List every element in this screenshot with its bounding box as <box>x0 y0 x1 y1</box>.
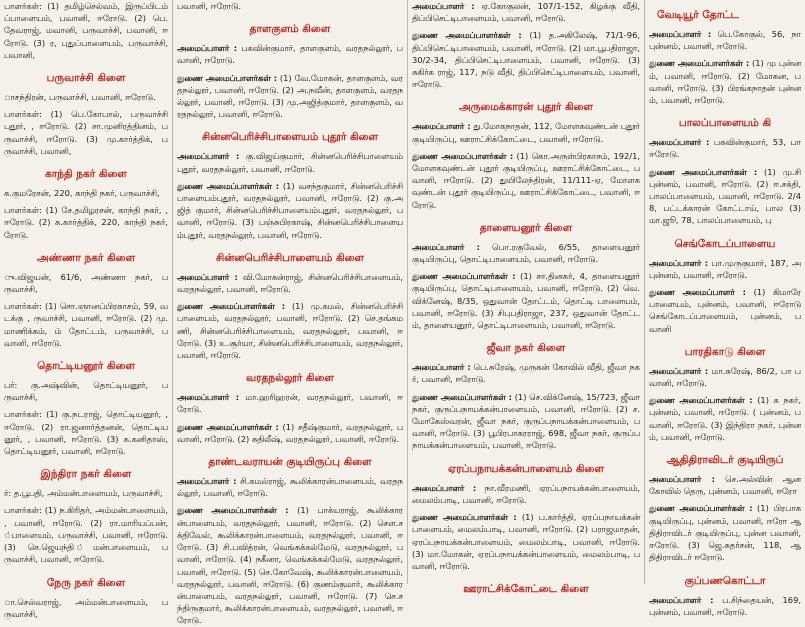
listing-paragraph <box>4 108 168 157</box>
role-label: அமைப்பாளர் : <box>177 392 240 403</box>
listing-paragraph <box>649 136 801 160</box>
branch-heading: பாலப்பாளையம் கி <box>678 117 772 130</box>
listing-paragraph <box>649 257 801 281</box>
role-label: அமைப்பாளர் : <box>177 151 240 162</box>
listing-text: சி.கமல்ராஜ், கூலிக்காரன்பாளையம், வரதநல்லூர், பவானி, ஈரோடு. <box>177 476 403 499</box>
branch-heading: தாண்டவராயன் குடியிருப்பு கிளை <box>208 456 372 469</box>
listing-paragraph <box>4 504 168 565</box>
role-label: துணை அமைப்பாளர்கள் : <box>177 72 278 83</box>
branch-heading: ஊராட்சிக்கோட்டை கிளை <box>463 583 589 596</box>
role-label: துணை அமைப்பாளர்கள் : <box>649 166 758 177</box>
listing-text: பாளர்கள்: (1) சொ.ஞானப்பிரகாசம், 59, வடக்கு , ருவாச்சி, பவானி, ஈரோடு. (2) மு.மாணிக்கம், ம் தோட்டம், பருவாச்சி, பவானி, ஈரோடு. <box>4 301 168 348</box>
listing-text: க.குமரேசன், 220, காந்தி நகர், பருவாச்சி, <box>4 188 160 199</box>
role-label: அமைப்பாளர் : <box>649 594 714 605</box>
branch-heading: ஜீவா நகர் கிளை <box>486 342 566 355</box>
branch-heading: பருவாச்சி கிளை <box>46 72 126 85</box>
role-label: அமைப்பாளர் : <box>177 271 238 282</box>
role-label: துணை அமைப்பாளர்கள் : <box>412 391 512 402</box>
listing-text: (1) பிரபாக குடியிருப்பு, புன்னம், பவானி, ஈரோ ஆதிதிராவிடர் குடியிருப்பு, புன்ன பவானி, ஈரோடு. (3) ஜெ.சுதர்சன், 118, ஆதிதிராவிடர் ஈரோடு. <box>649 503 802 563</box>
role-label: துணை அமைப்பாளர்கள் : <box>649 503 753 514</box>
branch-heading: அண்ணா நகர் கிளை <box>36 251 136 264</box>
listing-text: செ.அல்வின் ஆன கோவில் தெரு, புன்னம், பவானி, ஈரோ <box>649 474 801 497</box>
listing-text: ஏ.கோகுலன், 107/1-152, கிழக்கு வீதி, திப்பிசெட்டிபாளையம், பவானி, ஈரோடு. <box>412 1 640 24</box>
branch-heading: காந்தி நகர் கிளை <box>45 168 127 181</box>
role-label: துணை அமைப்பாளர்கள் : <box>177 180 280 191</box>
listing-paragraph <box>177 504 403 626</box>
listing-paragraph <box>649 286 801 335</box>
listing-text: (1) சா.தினகர், 4, தாளையனூர் குடியிருப்பு, தொட்டிபாளையம், பவானி, ஈரோடு. (2) வெ.விக்னேஷ், 8/35, ஒதுவான் தோட்டம், தொட்டி பாளையம், பவானி, ஈரோடு. (3) சிபுபதிராஜா, 237, ஒதுவான் தோட்டம், தாளையனூர், தொட்டிபாளையம், பவானி, ஈரோடு. <box>412 271 640 331</box>
branch-heading: வரதநல்லூர் கிளை <box>246 372 334 385</box>
listing-paragraph <box>412 241 640 265</box>
listing-text: பாளர்கள்: (1) பெ.கோபால், பருவாச்சி புதூர், , ஈரோடு. (2) சா.முனிரத்தினம், பருவாச்சி, ஈரோடு. (3) மு.கார்த்திக், பருவாச்சி, பவானி, <box>4 109 168 156</box>
role-label: அமைப்பாளர் : <box>412 121 471 132</box>
listing-paragraph <box>4 187 168 199</box>
branch-heading: ஆதிதிராவிடர் குடியிருப் <box>666 454 784 467</box>
listing-text: பவானி, ஈரோடு. <box>177 1 242 11</box>
listing-paragraph <box>412 150 640 211</box>
listing-paragraph <box>649 166 801 227</box>
listing-paragraph <box>649 57 801 106</box>
listing-paragraph <box>4 300 168 349</box>
column-1 <box>0 0 172 619</box>
role-label: அமைப்பாளர் : <box>412 482 477 493</box>
listing-text: (1) வே.மோகன், தாளகுளம், வரதநல்லூர், பவானி, ஈரோடு. (2) அ.நவீன், தாளகுளம், வரதநல்லூர், பவானி, ஈரோடு. (3) மு.அஜித்குமார், தாளகுளம், வரதநல்லூர், பவானி, ஈரோடு. <box>177 72 403 120</box>
listing-text: பொ.ரகுவேல், 6/55, தாளையனூர் குடியிருப்பு, தொட்டிபாளையம், பவானி, ஈரோடு. <box>412 241 640 265</box>
listing-paragraph <box>649 394 801 443</box>
column-4 <box>645 0 805 617</box>
role-label: அமைப்பாளர் : <box>649 137 710 148</box>
listing-paragraph <box>412 270 640 331</box>
branch-heading: தொட்டியனூர் கிளை <box>37 360 135 373</box>
listing-paragraph <box>177 42 403 66</box>
listing-text: பகவின்குமார், 53, பா ஈரோடு. <box>649 137 801 160</box>
listing-text: பகவின்குமார், தாளகுளம், வரதநல்லூர், பவானி, ஈரோடு. <box>177 43 403 66</box>
role-label: அமைப்பாளர் : <box>649 365 709 376</box>
listing-text: (1) மு.கமல், சின்னபெரிச்சி பாளையம், வரதநல்லூர், பவானி, ஈரோடு. (2) செ.தங்கமணி, சின்னபெரிச்சிபாளையம், வரதநல்லூர், பவானி, ஈரோடு. (3) உ.சூர்யா, சின்னபெரிச்சிபாளையம், வரதநல்லூர், பவானி, ஈரோடு. <box>177 301 403 361</box>
role-label: துணை அமைப்பாளர் : <box>649 287 746 298</box>
listing-text: மா.ஹரிஹரன், வரதநல்லூர், பவானி, ஈரோடு. <box>177 392 403 415</box>
listing-paragraph <box>177 0 403 12</box>
listing-paragraph <box>177 150 403 174</box>
listing-text: (1) பாக்யராஜ், கூலிக்காரன்பாளையம், வரதநல்லூர், பவானி, ஈரோடு. (2) சௌ.சக்திவேல், கூலிக்காரன்பாளையம், வரதநல்லூர், பவானி, ஈரோடு. (3) சி.பவித்ரன், வெங்கக்கல்மேடு, வரதநல்லூர், பவானி, ஈரோடு. (4) நகீனா, வெங்கக்கல்மேடு, வரதநல்லூர், பவானி, ஈரோடு. (5) செ.கோவேஷ், கூலிக்காரன்பாளையம், வரதநல்லூர், பவானி, ஈரோடு. (6) குணம்குமார், கூலிக்காரன்பாளையம், வரதநல்லூர், பவானி, ஈரோடு. (7) செ.சந்திருகுமார், கூலிக்காரன்பாளையம், வரதநல்லூர், பவானி, ஈரோடு. <box>177 505 404 626</box>
listing-paragraph <box>412 482 640 506</box>
listing-paragraph <box>4 271 168 295</box>
listing-paragraph <box>4 596 168 620</box>
listing-text: பெ.சுரேஷ், முருகன் கோவில் வீதி, ஜீவா நகர், பவானி, ஈரோடு. <box>412 362 640 385</box>
role-label: துணை அமைப்பாளர்கள் : <box>412 271 516 282</box>
role-label: அமைப்பாளர் : <box>177 43 238 54</box>
listing-paragraph <box>177 271 403 295</box>
role-label: துணை அமைப்பாளர்கள் : <box>412 150 514 161</box>
listing-paragraph <box>4 379 168 403</box>
role-label: அமைப்பாளர் : <box>412 1 475 11</box>
listing-text: (1) சதீஷ்குமார், வரதநல்லூர், பவானி, ஈரோடு. (2) சுதிலீஷ், வரதநல்லூர், பவானி, ஈரோடு. <box>177 421 403 444</box>
listing-text: (1) மு.சி புன்னம், பவானி, ஈரோடு. (2) ஈ.சக்தி, பாலப்பாளையம், பவானி, ஈரோடு. 2/48, பட்டக்காரன் கோட்டாய், பால (3) மா.ஜூ, 78, பாலப்பாளையம், பு <box>649 166 801 226</box>
listing-text: ாசந்திரன், பருவாச்சி, பவானி, ஈரோடு. <box>4 92 156 103</box>
column-3 <box>408 0 644 596</box>
branch-heading: வேடியூர் தோட்ட <box>657 9 739 21</box>
branch-heading: செங்கோடப்பாளைய <box>674 237 776 250</box>
branch-heading: அருமைக்காரன் புதூர் கிளை <box>459 101 593 114</box>
listing-paragraph <box>412 120 640 144</box>
column-2 <box>173 0 407 626</box>
listing-paragraph <box>177 391 403 415</box>
role-label: அமைப்பாளர் : <box>412 241 480 252</box>
listing-paragraph <box>4 408 168 457</box>
listing-paragraph <box>412 29 640 90</box>
role-label: அமைப்பாளர் : <box>177 476 237 487</box>
listing-paragraph <box>177 300 403 361</box>
listing-paragraph <box>412 391 640 452</box>
listing-text: (1) கொ.அருள்பிரகாசம், 192/1, மோளகவுண்டன் புதூர் குடியிருப்பு, ஊராட்சிக்கோட்டை, பவானி, ஈரோடு. (2) துயிலேந்திரன், 11/111-ஏ, மோளகவுண்டன் புதூர் குடியிருப்பு, ஊராட்சிக்கோட்டை, பவானி, ஈரோடு. <box>412 150 641 210</box>
listing-paragraph <box>412 511 640 572</box>
listing-paragraph <box>177 475 403 499</box>
role-label: துணை அமைப்பாளர்கள் : <box>177 301 286 312</box>
listing-paragraph <box>649 28 801 52</box>
listing-text: ர்: த.பூபதி, அம்மன்பாளையம், பருவாச்சி, <box>4 488 163 499</box>
listing-text: பர்: கு.அஷ்வின், தொட்டியனூர், பருவாச்சி, <box>4 380 168 403</box>
listing-text: ப.சிந்தையன், 169, புன்னம், பவானி, ஈரோடு. <box>649 594 801 617</box>
branch-heading: இந்திரா நகர் கிளை <box>40 468 132 481</box>
listing-text: ா.செல்வராஜ், அம்மன்பாளையம், பருவாச்சி, <box>4 596 168 619</box>
listing-text: து.மோகநாதன், 112, மோளகவுண்டன் புதூர் குடியிருப்பு, ஊராட்சிக்கோட்டை, பவானி, ஈரோடு. <box>412 121 640 144</box>
listing-paragraph <box>649 594 801 618</box>
listing-text: மா.சுரேஷ், 86/2, பா பவானி, ஈரோடு. <box>649 365 801 389</box>
listing-text: பாளர்கள்: (1) கு.நடராஜ், தொட்டியனூர், , ஈரோடு. (2) ரா.ஜனார்த்தனன், தொட்டியனூர், , பவானி, ஈரோடு. (3) க.கனிதாஸ், தொட்டியனூர், பவானி, ஈரோடு. <box>4 409 168 457</box>
listing-text: பாளர்கள்: (1) ந.கிரிதர், அம்மன்பாளையம், , பவானி, ஈரோடு. (2) ரா.மாரியப்பன், ்பாளையம், பருவாச்சி, பவானி, ஈரோடு. (3) செ.ஜெயந்தி ்மன்பாளையம், பருவாச்சி, பவானி, ஈரோடு. <box>4 505 168 565</box>
listing-text: ு.விஜயன், 61/6, அண்ணா நகர், பருவாச்சி, <box>4 271 168 295</box>
branch-heading: ஏரப்பநாயக்கன்பாளையம் கிளை <box>448 462 604 475</box>
listing-paragraph <box>412 361 640 385</box>
listing-paragraph <box>177 72 403 121</box>
listing-text: பெ.கோகுல், 56, நா புன்னம், பவானி, ஈரோடு. <box>649 29 801 52</box>
branch-heading: தாளையனூர் கிளை <box>479 221 573 234</box>
listing-text: (1) க நகர், புன்னம், பவானி, ஈரோடு. ( புன்னம், பவானி, ஈரோடு. (3) இந்திரா நகர், புன்னம், பவானி, ஈரோடு. <box>649 395 802 442</box>
listing-text: (1) த.அகிலேஷ், 71/1-96, திப்பிசெட்டிபாளையம், பவானி, ஈரோடு. (2) மா.பூபதிராஜா, 30/2-34, திப்பிசெட்டிபாளையம், பவானி, ஈரோடு. (3) சுகிர்க ராஜ், 117, நடு வீதி, திப்பிசெட்டிபாளையம், பவானி, ஈரோடு. <box>412 30 640 90</box>
listing-paragraph <box>177 180 403 241</box>
listing-text: நா.வீரமணி, ஏரப்பநாயக்கன்பாளையம், மைலம்பாடி, பவானி, ஈரோடு. <box>412 482 641 505</box>
listing-text: பாளர்கள்: (1) சே.தமிழரசன், காந்தி நகர், , ஈரோடு. (2) க.கார்த்திக், 220, காந்தி நகர், ரோடு. <box>4 205 168 240</box>
listing-text: வி.மோகன்ராஜ், சின்னபெரிச்சிபாளையம், வரதநல்லூர், பவானி, ஈரோடு. <box>177 271 403 295</box>
branch-heading: தாளகுளம் கிளை <box>249 23 331 36</box>
role-label: துணை அமைப்பாளர்கள் : <box>412 512 517 523</box>
listing-paragraph <box>412 0 640 24</box>
branch-heading: சின்னபெரிச்சிபாளையம் புதூர் கிளை <box>201 131 379 144</box>
role-label: துணை அமைப்பாளர்கள் : <box>177 421 279 432</box>
listing-paragraph <box>4 0 168 61</box>
listing-text: பா.முருகுமார், 187, அ புன்னம், பவானி, ஈரோடு. <box>649 257 801 280</box>
branch-heading: சின்னபெரிச்சிபாளையம் கிளை <box>216 251 364 264</box>
listing-paragraph <box>649 502 801 563</box>
listing-paragraph <box>649 473 801 497</box>
listing-text: (1) கிமாரே பாளையம், புன்னம், பவானி, ஈரோடு செங்கோடப்பாளையம், புன்னம், பவானி <box>649 287 801 334</box>
listing-text: பாளர்கள்: (1) தமிழ்செல்வம், இருப்பிடம் ப்பாளையம், பவானி, ஈரோடு. (2) பெ.தேவராஜ், மவானி, பருவாச்சி, பவானி, ஈரோடு. (3) ர, புதுப்பாளையம், பருவாச்சி, பவானி, <box>4 1 168 60</box>
role-label: அமைப்பாளர் : <box>649 474 715 485</box>
role-label: அமைப்பாளர் : <box>649 257 709 268</box>
listing-text: (1) செ.விக்னேஷ், 15/723, ஜீவா நகர், குருப்பநாயக்கன்பாளையம், பவானி, ஈரோடு. (2) ச.மோகேஸ்வரன், ஜீவா நகர், குருப்பநாயக்கன்பாளையம், பவானி, ஈரோடு. (3) பூபிரபாகரராஜ், 698, ஜீவா நகர், குருப்பநாயக்கன்பாளையம், பவானி, ஈரோடு. <box>412 391 640 451</box>
branch-heading: பாரதிகாடு கிளை <box>684 345 766 358</box>
listing-text: (1) மு புன்னம், பவானி, ஈரோடு. (2) மோகன, பவானி, ஈரோடு. (3) பிரங்கநாதன் புன்னம், பவானி, ஈரோடு. <box>649 58 801 106</box>
listing-text: கு.விஜய்குமார், சின்னபெரிச்சிபாளையம் புதூர், வரதநல்லூர், பவானி, ஈரோடு. <box>177 151 403 174</box>
listing-paragraph <box>4 487 168 499</box>
listing-paragraph <box>177 421 403 445</box>
listing-text: (1) ப.கார்த்தி, ஏரப்பநாயக்கன் பாளையம், மைலம்பாடி, பவானி, ஈரோடு. (2) பராஜமாதன், ஏரப்பநாயக்கன்பாளையம், மைலம்பாடி, பவானி, ஈரோடு. (3) மா.மோகன், ஏரப்பநாயக்கன்பாளையம், மைலம்பாடி, பவானி, ஈரோடு. <box>412 512 640 571</box>
branch-heading: நேரு நகர் கிளை <box>46 576 126 589</box>
role-label: அமைப்பாளர் : <box>412 362 471 373</box>
role-label: துணை அமைப்பாளர்கள் : <box>412 30 522 41</box>
listing-paragraph <box>649 365 801 389</box>
listing-paragraph <box>4 91 168 103</box>
branch-heading: குப்பணகொட்டா <box>684 574 766 587</box>
role-label: துணை அமைப்பாளர்கள் : <box>177 505 289 516</box>
role-label: துணை அமைப்பாளர்கள் : <box>649 395 753 406</box>
role-label: துணை அமைப்பாளர்கள் : <box>649 58 750 69</box>
listing-text: (1) வசந்தகுமார், சின்னபெரிச்சி பாளையம்புதூர், வரதநல்லூர், பவானி, ஈரோடு. (2) கு.அஜித் குமார், சின்னபெரிச்சிபாளையம்புதூர், வரதநல்லூர், பவானி, ஈரோடு. (3) பஞ்சுபிரகாஷ், சின்னபெரிச்சிபாளையம்புதூர், வரதநல்லூர், பவானி, ஈரோடு. <box>177 180 403 240</box>
listing-paragraph <box>4 204 168 241</box>
role-label: அமைப்பாளர் : <box>649 29 712 39</box>
